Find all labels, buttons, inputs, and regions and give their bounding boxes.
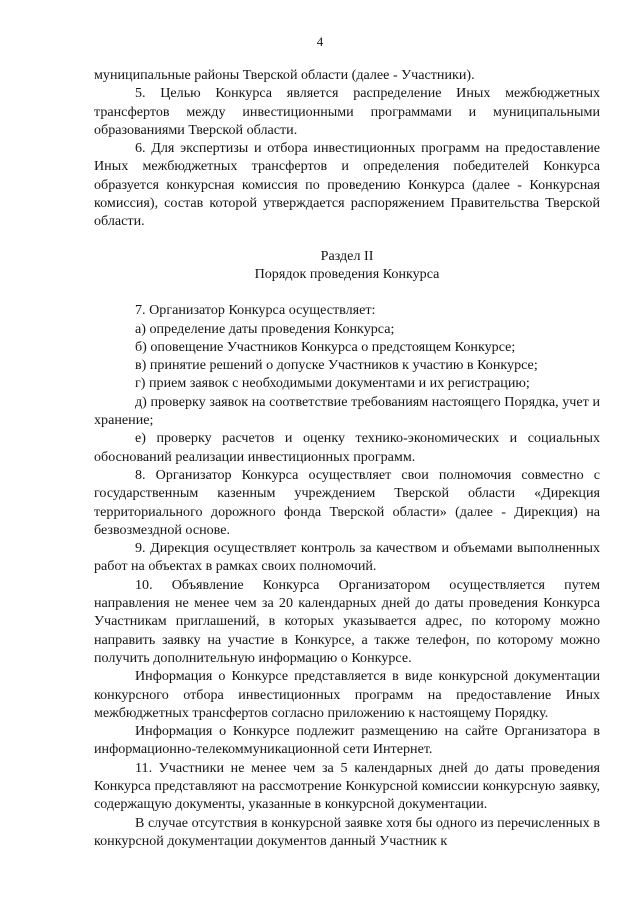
paragraph: д) проверку заявок на соответствие требованиям настоящего Порядка, учет и хранение; <box>94 393 600 429</box>
paragraphs-after-section <box>94 301 600 850</box>
paragraphs-before-section <box>94 66 600 231</box>
paragraph: г) прием заявок с необходимыми документами и их регистрацию; <box>135 375 530 392</box>
paragraph: В случае отсутствия в конкурсной заявке хотя бы одного из перечисленных в конкурсной документации документов данный Участник к <box>94 814 600 849</box>
paragraph: 6. Для экспертизы и отбора инвестиционных программ на предоставление Иных межбюджетных трансфертов и определения победителей Конкурса образуется конкурсная комиссия по проведению Конкурса (далее - Конкурсная комиссия), состав которой утверждается распоряжением Правительства Тверской области. <box>94 140 600 230</box>
paragraph: 5. Целью Конкурса является распределение Иных межбюджетных трансфертов между инвестиционными программами и муниципальными образованиями Тверской области. <box>94 85 600 138</box>
paragraph: в) принятие решений о допуске Участников к участию в Конкурсе; <box>135 357 538 374</box>
paragraph: 9. Дирекция осуществляет контроль за качеством и объемами выполненных работ на объектах в рамках своих полномочий. <box>94 540 600 575</box>
paragraph: а) определение даты проведения Конкурса; <box>135 320 395 337</box>
section-number: Раздел II <box>320 247 374 264</box>
paragraph: е) проверку расчетов и оценку технико-экономических и социальных обоснований реализации инвестиционных программ. <box>94 430 600 465</box>
paragraph: Информация о Конкурсе подлежит размещению на сайте Организатора в информационно-телекоммуникационной сети Интернет. <box>94 723 600 758</box>
paragraph: б) оповещение Участников Конкурса о предстоящем Конкурсе; <box>135 338 516 355</box>
paragraph: 8. Организатор Конкурса осуществляет свои полномочия совместно с государственным казенным учреждением Тверской области «Дирекция территориального дорожного фонда Тверской области» (далее - Дирекция) на безвозмездной основе. <box>94 466 600 538</box>
paragraph: 10. Объявление Конкурса Организатором осуществляется путем направления не менее чем за 20 календарных дней до даты проведения Конкурса Участникам приглашений, в которых указывается адрес, по которому можно направить заявку на участие в Конкурсе, а также телефон, по которому можно получить дополнительную информацию о Конкурсе. <box>94 576 600 666</box>
paragraph: 11. Участники не менее чем за 5 календарных дней до даты проведения Конкурса представляют на рассмотрение Конкурсной комиссии конкурсную заявку, содержащую документы, указанные в конкурсной документации. <box>94 759 600 813</box>
section-heading <box>94 247 600 284</box>
paragraph: 7. Организатор Конкурса осуществляет: <box>135 302 376 319</box>
paragraph: муниципальные районы Тверской области (далее - Участники). <box>94 67 475 83</box>
section-title: Порядок проведения Конкурса <box>254 265 440 282</box>
document-body <box>94 66 600 850</box>
paragraph: Информация о Конкурсе представляется в виде конкурсной документации конкурсного отбора инвестиционных программ на предоставление Иных межбюджетных трансфертов согласно приложению к настоящему Порядку. <box>94 668 600 721</box>
page-number: 4 <box>316 34 324 49</box>
